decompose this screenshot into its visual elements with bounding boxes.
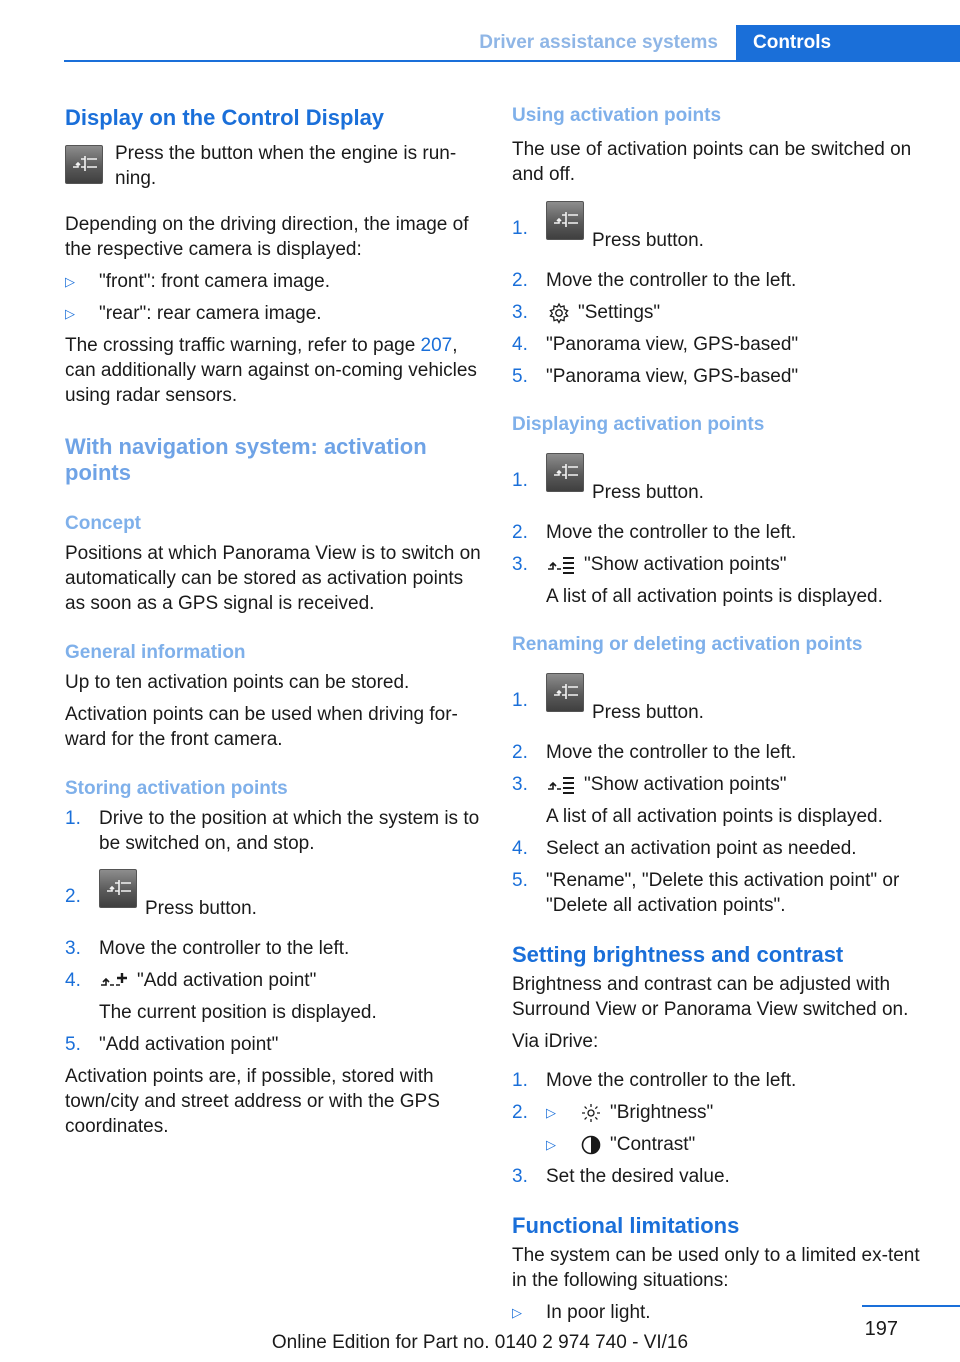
camera-button-icon <box>546 453 584 492</box>
list-item: 4. Select an activation point as needed. <box>512 838 857 859</box>
using-text: The use of activation points can be switched on and off. <box>512 139 912 185</box>
list-item: 1. Press button. <box>512 201 932 261</box>
list-item: 1. Drive to the position at which the system is to be switched on, and stop. <box>65 808 480 854</box>
list-item: ▷ In poor light. <box>512 1302 651 1323</box>
header-section-title: Driver assistance systems <box>479 32 718 53</box>
page-number-rule <box>862 1305 960 1307</box>
direction-text: Depending on the driving direction, the image of the respective camera is displayed: <box>65 214 469 260</box>
contrast-icon <box>580 1134 602 1156</box>
storing-note: Activation points are, if possible, stored with town/city and street address or with the GPS coordinates. <box>65 1066 440 1137</box>
triangle-bullet-icon: ▷ <box>546 1105 556 1120</box>
list-item: 3. "Show activation points" A list of all activation points is displayed. <box>512 554 883 607</box>
brightness-title: Setting brightness and contrast <box>512 942 844 967</box>
direction-list <box>65 269 485 326</box>
general-text-2: Activation points can be used when driving for-ward for the front camera. <box>65 704 458 750</box>
general-text-1: Up to ten activation points can be stored. <box>65 672 410 693</box>
triangle-bullet-icon: ▷ <box>546 1137 556 1152</box>
storing-steps <box>65 806 485 1057</box>
triangle-bullet-icon: ▷ <box>65 306 75 321</box>
list-icon <box>546 555 576 575</box>
display-intro <box>65 141 485 191</box>
list-item: 5. "Add activation point" <box>65 1034 279 1055</box>
brightness-option: ▷ "Brightness" <box>546 1102 714 1123</box>
page-number: 197 <box>864 1318 898 1340</box>
list-item: 4. "Add activation point" The current position is displayed. <box>65 970 377 1023</box>
add-activation-point-icon <box>99 971 129 991</box>
display-title: Display on the Control Display <box>65 105 385 130</box>
header-chapter-tab: Controls <box>736 25 960 61</box>
limitations-text: The system can be used only to a limited ex-tent in the following situations: <box>512 1245 920 1291</box>
brightness-steps <box>512 1068 932 1189</box>
concept-text: Positions at which Panorama View is to switch on automatically can be stored as activation points as soon as a GPS signal is received. <box>65 543 481 614</box>
list-item: 5. "Panorama view, GPS-based" <box>512 366 799 387</box>
crossing-text: The crossing traffic warning, refer to page 207, can additionally warn against on-coming vehicles using radar sensors. <box>65 335 477 406</box>
brightness-text: Brightness and contrast can be adjusted with Surround View or Panorama View switched on. <box>512 974 909 1020</box>
list-item: ▷ "front": front camera image. <box>65 271 331 292</box>
camera-button-icon <box>546 673 584 712</box>
triangle-bullet-icon: ▷ <box>512 1305 522 1320</box>
camera-button-icon <box>546 201 584 240</box>
triangle-bullet-icon: ▷ <box>65 274 75 289</box>
list-item: ▷ "rear": rear camera image. <box>65 303 322 324</box>
display-intro-text: Press the button when the engine is run-ning. <box>115 143 457 189</box>
list-item: 2. ▷ "Brightness" ▷ "Contrast" <box>512 1100 932 1157</box>
list-item: 1. Move the controller to the left. <box>512 1070 797 1091</box>
list-item: 2. Move the controller to the left. <box>512 270 797 291</box>
list-item: 3. "Settings" <box>512 302 661 323</box>
list-item: 5. "Rename", "Delete this activation point" or "Delete all activation points". <box>512 870 900 916</box>
sun-icon <box>580 1102 602 1124</box>
list-item: 3. Set the desired value. <box>512 1166 730 1187</box>
storing-title: Storing activation points <box>65 778 288 799</box>
footer-edition: Online Edition for Part no. 0140 2 974 740 - VI/16 <box>271 1332 689 1353</box>
displaying-title: Displaying activation points <box>512 414 765 435</box>
concept-title: Concept <box>65 513 141 534</box>
general-title: General information <box>65 642 246 663</box>
list-item: 2. Press button. <box>65 869 485 929</box>
using-title: Using activation points <box>512 105 722 126</box>
nav-title: With navigation system: activation points <box>65 434 427 485</box>
list-item: 3. Move the controller to the left. <box>65 938 350 959</box>
list-item: 2. Move the controller to the left. <box>512 522 797 543</box>
using-steps <box>512 201 932 389</box>
gear-icon <box>548 302 570 324</box>
camera-button-icon <box>99 869 137 908</box>
page-link[interactable]: 207 <box>420 335 453 356</box>
list-item: 1. Press button. <box>512 673 932 733</box>
list-item: 2. Move the controller to the left. <box>512 742 797 763</box>
left-column <box>65 100 485 1139</box>
list-icon <box>546 775 576 795</box>
list-item: 3. "Show activation points" A list of all activation points is displayed. <box>512 774 883 827</box>
contrast-option: ▷ "Contrast" <box>546 1134 696 1155</box>
renaming-title: Renaming or deleting activation points <box>512 634 863 655</box>
limitations-title: Functional limitations <box>512 1213 740 1238</box>
camera-button-icon <box>65 145 103 184</box>
displaying-steps <box>512 453 932 609</box>
via-idrive: Via iDrive: <box>512 1031 599 1052</box>
list-item: 1. Press button. <box>512 453 932 513</box>
list-item: 4. "Panorama view, GPS-based" <box>512 334 799 355</box>
header-rule <box>64 60 960 62</box>
right-column <box>512 100 932 1325</box>
renaming-steps <box>512 673 932 918</box>
